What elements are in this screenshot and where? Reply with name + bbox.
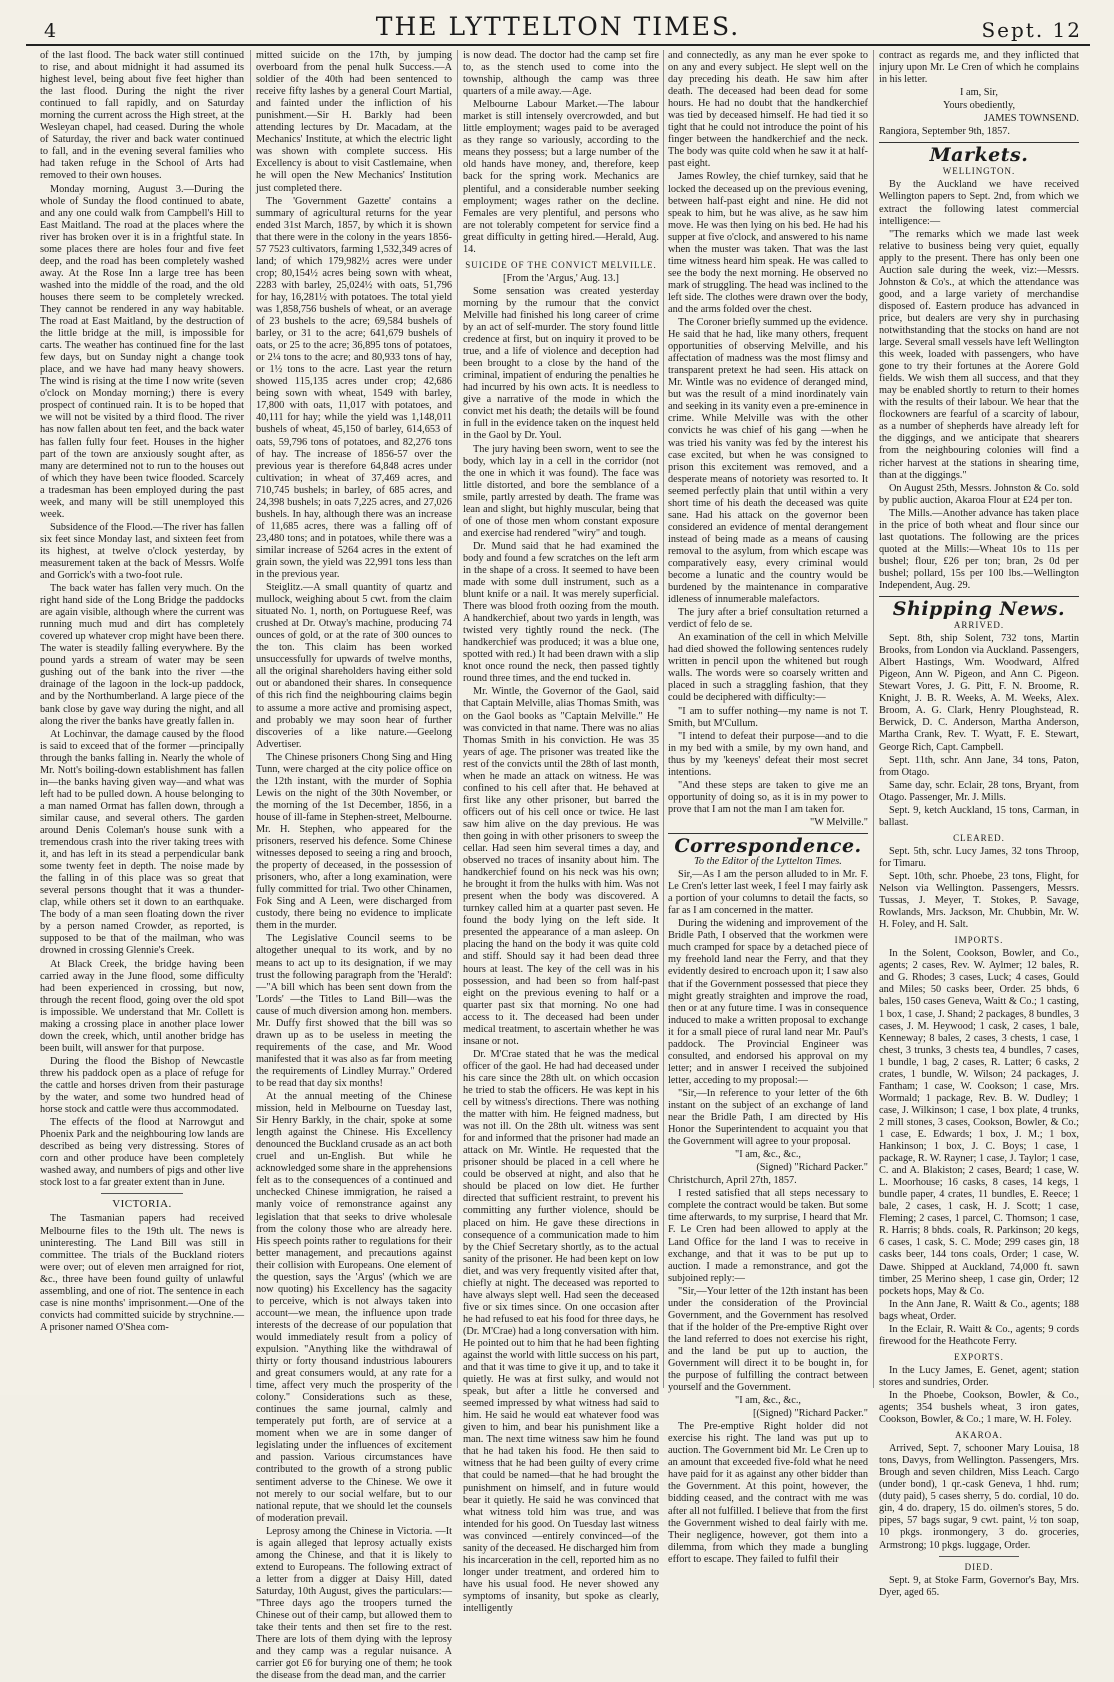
article-paragraph: Mr. Wintle, the Governor of the Gaol, said that Captain Melville, alias Thomas Smith, was on the Gaol books as "Captain Melville." He was convicted in that name. There was no alias Thomas Smith in his conviction. He was 35 years of age. The prisoner was treated like the rest of the convicts until the 28th of last month, when he made an attack on witness. He was confined to his cell after that. He behaved at first like any other prisoner, but barred the officers out of his cell once or twice. He last saw him alive on the day previous. He was then going in with other prisoners to sweep the cellar. Had seen him several times a day, and observed no traces of insanity about him. The handkerchief found on his neck was his own; he brought it from the hulks with him. Was not present when the body was discovered. A turnkey called him at a quarter past seven. He found the body lying on the left side. It presented the appearance of a man asleep. On placing the hand on the body it was quite cold and stiff. Should say it had been dead three hours at least. The key of the cell was in his possession, and had been so from half-past eight on the previous evening to half or a quarter past six that morning. No one had access to it. The deceased had been under medical treatment, to ascertain whether he was insane or not. [463, 686, 659, 1047]
section-heading-markets: Markets. [929, 144, 1029, 167]
subheading-exports: EXPORTS. [954, 1351, 1004, 1362]
column-3 [463, 50, 659, 1614]
section-rule [668, 833, 868, 834]
article-paragraph: "Sir,—In reference to your letter of the 6th instant on the subject of an exchange of land near the Bridle Path, I am directed by His Honor the Superintendent to acquaint you that the Government will agree to your proposal. [668, 1087, 868, 1148]
article-paragraph: During the widening and improvement of the Bridle Path, I observed that the workmen were much cramped for space by a detached piece of my freehold land near the Ferry, and that they evidently desired to encroach upon it; I saw also that if the Government possessed that piece they might greatly straighten and improve the road, then or at any future time. I was in consequence induced to make a written proposal to exchange it for a small piece of rural land near Mr. Paul's paddock. The Provincial Engineer was consulted, and endorsed his approval on my letter; and in answer I received the subjoined letter, acceding to my proposal:— [668, 918, 868, 1086]
newspaper-title: THE LYTTELTON TIMES. [375, 12, 741, 41]
section-rule [879, 142, 1079, 143]
article-paragraph: contract as regards me, and they inflicted that injury upon Mr. Le Cren of which he complains in his letter. [879, 50, 1079, 86]
article-paragraph: The jury having been sworn, went to see the body, which lay in a cell in the corridor (not the one in which it was found). The face was little distorted, and bore the semblance of a smile, partly arrested by death. The frame was lean and slight, but highly muscular, being that of one of those men whom constant exposure and exercise had rendered "wiry" and tough. [463, 443, 659, 539]
column-divider [873, 50, 874, 1388]
article-paragraph: I rested satisfied that all steps necessary to complete the contract would be taken. But some time afterwards, to my surprise, I heard that Mr. F. Le Cren had been allowed to apply at the Land Office for the land I was to receive in exchange, and that it was to be put up to auction. I made a remonstrance, and got the subjoined reply:— [668, 1188, 868, 1284]
masthead [26, 8, 1090, 46]
article-paragraph: At Black Creek, the bridge having been carried away in the June flood, some difficulty had been experienced in crossing, but now, through the recent flood, going over the old spot is impossible. We understand that Mr. Collett is making a crossing place in another place lower down the creek, which, until another bridge has been built, will answer for that purpose. [40, 958, 244, 1054]
shipping-entry: Sept. 9, ketch Auckland, 15 tons, Carman, in ballast. [879, 804, 1079, 828]
masthead-rule [26, 44, 1090, 46]
article-paragraph: The Pre-emptive Right holder did not exercise his right. The land was put up to auction. The Government bid Mr. Le Cren up to an amount that exceeded five-fold what he need have paid for it as against any other bidder than the Government. At this point, however, the bidding ceased, and the contract with me was after all not fulfilled. I believe that from the first the Government wished to deal fairly with me. Their negligence, however, got them into a dilemma, from which they made a bungling effort to escape. They failed to fulfil their [668, 1421, 868, 1565]
article-paragraph: The back water has fallen very much. On the right hand side of the Long Bridge the paddocks are again visible, although where the current was running much mud and dirt has completely covered up whatever crop might have been there. The water is steadily falling everywhere. By the pound yards a stream of water may be seen gushing out of the bank into the river —the drainage of the lagoon in the lock-up paddock, and by the Northumberland. A large piece of the bank close by gave way during the night, and all along the river the banks have greatly fallen in. [40, 583, 244, 727]
section-heading-shipping: Shipping News. [892, 598, 1066, 621]
subheading-died: DIED. [964, 1561, 994, 1572]
article-paragraph: Dr. Mund said that he had examined the body and found a few scratches on the left arm in the shape of a cross. It seemed to have been made with some dull instrument, such as a blunt knife or a nail. It was merely superficial. There was blood froth oozing from the mouth. A handkerchief, about two yards in length, was twisted very tightly round the neck. (The handkerchief was produced; it was a blue one, spotted with red.) It had been drawn with a slip knot once round the neck, then passed tightly round three times, and the end tucked in. [463, 540, 659, 685]
article-paragraph: Dr. M'Crae stated that he was the medical officer of the gaol. He had had deceased under his care since the 28th ult. on which occasion he tried to stab the officers. He was kept in his cell by witness's directions. There was nothing the matter with him. He feigned madness, but was not ill. On the 28th ult. witness was sent for and informed that the prisoner had made an attack on Mr. Wintle. He requested that the prisoner should be placed in a cell where he could be observed at night, and also that he should be placed on low diet. He further directed that sufficient restraint, to prevent his committing any further violence, should be placed on him. He gave these directions in consequence of a communication made to him by the Chief Secretary shortly, as to the actual sanity of the prisoner. He had been kept on low diet, and was very frequently visited after that, chiefly at night. The deceased was reported to have always slept well. Had seen the deceased five or six times since. On one occasion after he had refused to eat his food for three days, he (Dr. M'Crae) had a long conversation with him. He pointed out to him that he had been fighting against the world with little success on his part, and that it was time to give it up, and to take it quietly. He was at first sulky, and would not speak, but after a little he conversed and seemed impressed by what witness had said to him. He said he would eat whatever food was given to him, and bear his punishment like a man. The next time witness saw him he found that he had taken his food. He then said to witness that he had been guilty of every crime that could be named—that he had brought the punishment on himself, and in future would bear it quietly. He said he was convinced that what witness told him was true, and was intended for his good. On Tuesday last witness was convinced —entirely convinced—of the sanity of the deceased. He discharged him from his incarceration in the cell, reported him as no longer under treatment, and ordered him to have his usual food. He never showed any symptoms of insanity, but spoke as clearly, intelligently [463, 1048, 659, 1614]
article-paragraph: Monday morning, August 3.—During the whole of Sunday the flood continued to abate, and any one could walk from Campbell's Hill to East Maitland. The road at the places where the river has broken over it is in a frightful state. In some places there are holes four and five feet deep, and the road has been completely washed away. At the Rose Inn a large tree has been washed into the middle of the road, and the old houses there seem to be completely wrecked. They cannot be rendered in any way habitable. The road at East Maitland, by the destruction of the little bridge at the mill, is impossible for carts. The weather has continued fine for the last few days, but on Sunday night a change took place, and we have had many heavy showers. The wind is rising at the time I now write (seven o'clock on Monday morning;) there is every prospect of continued rain. It is to be hoped that we will not be visited by a third flood. The river has now fallen about ten feet, and the back water has fallen fully four feet. Houses in the higher part of the town are anxiously sought after, as many are determined not to run to the houses out of which they have been twice flooded. Scarcely a tradesman has been employed during the past week, and many will be still unemployed this week. [40, 183, 244, 520]
shipping-entry: Sept. 10th, schr. Phoebe, 23 tons, Flight, for Nelson via Wellington. Passengers, Messrs. Tussas, J. Meyer, T. Stokes, P. Savage, Rowlands, Mrs. Jackson, Mr. Chubbin, Mr. W. H. Foley, and H. Salt. [879, 871, 1079, 931]
letter-closing: "I am, &c., &c., [735, 1149, 801, 1161]
shipping-entry: In the Solent, Cookson, Bowler, and Co., agents; 2 cases, Rev. W. Aylmer; 12 bales, R. and G. Rhodes; 3 cases, Luck; 4 cases, Gould and Miles; 50 casks beer, Order. 25 bhds, 6 bales, 150 cases Geneva, Waitt & Co.; 1 casting, 1 box, 1 case, J. Shand; 2 packages, 8 bundles, 3 cases, J. M. Heywood; 1 cask, 2 cases, 1 bale, Kenneway; 8 bales, 2 cases, 3 chests, 1 case, 1 chest, 3 trunks, 3 chests tea, 4 bundles, 7 cases, 1 bundle, 1 bag, 2 cases, R. Latter; 6 casks, 2 crates, 1 bundle, W. Wilson; 24 packages, J. Fantham; 1 case, W. Cookson; 1 case, Mrs. Wormald; 1 package, Rev. B. W. Dudley; 1 case, J. Wilkinson; 1 case, 1 box plate, 4 trunks, 2 mill stones, 3 cases, Cookson, Bowler, & Co.; 1 case, E. Edwards; 1 box, J. M.; 1 box, Hankinson; 1 box, J. C. Boys; 1 case, 1 package, R. W. Rayner; 1 case, J. Taylor; 1 case, C. and A. Blakiston; 2 cases, Beard; 1 case, W. L. Moorhouse; 16 casks, 8 cases, 14 kegs, 1 bundle paper, 4 crates, 11 bundles, E. Reece; 1 bale, 2 cases, 1 cask, H. J. Scott; 1 case, Fleming; 2 cases, 1 parcel, C. Thomson; 1 case, R. Harris; 8 bhds. coals, R. Parkinson; 20 kegs, 6 cases, 1 cask, S. C. Mode; 299 cases gin, 18 casks beer, 144 tons coals, Order; 1 case, W. Dawe. Shipped at Auckland, 74,000 ft. sawn timber, 25 Merino sheep, 1 case gin, Order; 12 pockets hops, May & Co. [879, 948, 1079, 1297]
letter-dateline: Rangiora, September 9th, 1857. [879, 126, 1010, 138]
shipping-entry: Arrived, Sept. 7, schooner Mary Louisa, 18 tons, Davys, from Wellington. Passengers, Mrs. Brough and seven children, Miss Leach. Cargo (under bond), 1 qr.-cask Geneva, 1 hhd. rum; (duty paid), 5 cases sherry, 5 do. cordial, 10 do. gin, 4 do. drapery, 15 do. oilmen's stores, 5 do. pipes, 57 bags sugar, 9 cwt. paint, ½ ton soap, 10 pkgs. ironmongery, 3 do. groceries, Armstrong; 10 pkgs. luggage, Order. [879, 1443, 1079, 1551]
article-paragraph: Some sensation was created yesterday morning by the rumour that the convict Melville had finished his long career of crime by an act of self-murder. The story found little credence at first, but on inquiry it proved to be true, and a life of violence and deception had been brought to a close by the hand of the criminal, impatient of enduring the penalties he had incurred by his own acts. It is needless to give a narrative of the mode in which the convict met his death; the details will be found in full in the evidence taken on the inquest held in the Gaol by Dr. Youl. [463, 285, 659, 442]
article-paragraph: The Tasmanian papers had received Melbourne files to the 19th ult. The news is uninteresting. The Land Bill was still in committee. The trials of the Buckland rioters were over; out of eleven men arraigned for riot, &c., three have been found guilty of unlawful assembling, and one of riot. The sentence in each case is nine months' imprisonment.—One of the convicts had committed suicide by strychnine.—A prisoner named O'Shea com- [40, 1213, 244, 1333]
article-paragraph: By the Auckland we have received Wellington papers to Sept. 2nd, from which we extract the following latest commercial intelligence:— [879, 179, 1079, 227]
section-separator [939, 1556, 1019, 1557]
page-number: 4 [44, 20, 57, 42]
article-paragraph: "And these steps are taken to give me an opportunity of doing so, as it is in my power to prove that I am not the man I am taken for. [668, 779, 868, 815]
column-divider [457, 50, 458, 1388]
subheading-imports: IMPORTS. [954, 935, 1004, 946]
column-divider [250, 50, 251, 1388]
article-paragraph: The Legislative Council seems to be altogether unequal to its work, and by no means to act up to its designation, if we may trust the following paragraph from the 'Herald':—"A bill which has been sent down from the 'Lords' —the Titles to Land Bill—was the cause of much diversion among hon. members. Mr. Duffy first showed that the bill was so drawn up as to be useless in meeting the requirements of the case, and Mr. Wood manifested that it was also as far from meeting the requirements of Lindley Murray." Ordered to be read that day six months! [256, 933, 452, 1089]
article-paragraph: At Lochinvar, the damage caused by the flood is said to exceed that of the former —principally through the banks falling in. Nearly the whole of Mr. Nott's boiling-down establishment has fallen in—the banks having given way—and what was left had to be pulled down. A house belonging to a man named Ormat has fallen down, through a similar cause, and several others. The garden around Denis Coleman's house sunk with a tremendous crash into the river taking trees with it, and has left in its stead a perpendicular bank some twenty feet in depth. The noise made by the falling in of this place was so great that several persons thought that it was a thunder-clap, while others set it down to an earthquake. The body of a man seen floating down the river by a person named Crowder, as reported, is supposed to be that of the mailman, who was drowned in crossing Glennie's Creek. [40, 728, 244, 957]
column-5 [879, 50, 1079, 1598]
shipping-entry: In the Eclair, R. Waitt & Co., agents; 9 cords firewood for the Heathcote Ferry. [879, 1323, 1079, 1347]
article-paragraph: The Coroner briefly summed up the evidence. He said that he had, like many others, frequent opportunities of observing Melville, and his affectation of madness was the most flimsy and transparent pretext he had seen. His attack on Mr. Wintle was no evidence of deranged mind, but was the result of a mind inordinately vain and seeking in its vanity even a pre-eminence in crime. While Melville was with the other convicts he was chief of his gang —when he was tried his vanity was fed by the interest his case excited, but when he was consigned to prison this excitement was removed, and a desperate means of notoriety was resorted to. It seemed perfectly plain that until within a very short time of his death the deceased was quite sane. Had his attack on the governor been considered an evidence of mental derangement instead of being made as a means of causing removal to the asylum, from which escape was comparatively easy, every criminal would become a lunatic and the country would be burdened by the maintenance in comparative idleness of innumerable malefactors. [668, 317, 868, 606]
section-heading-correspondence: Correspondence. [674, 835, 862, 857]
article-paragraph: "The remarks which we made last week relative to business being very quiet, equally apply to the present. There has only been one Auction sale during the week, viz:—Messrs. Johnston & Co's., at which the attendance was good, and a large variety of merchandise disposed of. Eastern produce has advanced in price, but dealers are very shy in purchasing notwithstanding that the stocks on hand are not large. Several small vessels have left Wellington this week, loaded with passengers, who have gone to try their fortunes at the Aorere Gold fields. We wish them all success, and that they may be enabled shortly to return to their homes with the results of their labour. We hear that the flockowners are fearful of a scarcity of labour, as a number of shepherds have already left for the diggings, and we anticipate that shearers from the neighbouring colonies will find a richer harvest at the stations in shearing time, than at the diggings." [879, 228, 1079, 481]
shipping-entry: In the Lucy James, E. Genet, agent; station stores and sundries, Order. [879, 1364, 1079, 1388]
letter-address: To the Editor of the Lyttelton Times. [694, 856, 842, 868]
article-paragraph: "Sir,—Your letter of the 12th instant has been under the consideration of the Provincial Government, and the Government has resolved that if the holder of the Pre-emptive Right over the land referred to does not exercise his right, and the land be put up to auction, the Government will direct it to be bought in, for the purpose of fulfilling the contract between yourself and the Government. [668, 1285, 868, 1394]
shipping-entry: In the Ann Jane, R. Waitt & Co., agents; 188 bags wheat, Order. [879, 1298, 1079, 1322]
article-paragraph: of the last flood. The back water still continued to rise, and about midnight it had assumed its highest level, being about five feet higher than the last flood. During the night the river continued to fall rapidly, and on Saturday morning the current across the High street, at the Wesleyan chapel, had ceased. During the whole of Saturday, the river and back water continued to fall, and in the evening several families who had taken refuge in the School of Arts had removed to their own houses. [40, 50, 244, 182]
section-heading-suicide: SUICIDE OF THE CONVICT MELVILLE. [465, 259, 657, 270]
letter-signature: [(Signed) "Richard Packer." [752, 1408, 868, 1420]
shipping-entry: Sept. 8th, ship Solent, 732 tons, Martin Brooks, from London via Auckland. Passengers, Albert Hastings, Wm. Woodward, Alfred Pigeon, Ann W. Pigeon, and Ann C. Pigeon. Stewart Vores, J. G. Pitt, F. N. Broome, R. Knight, J. B. R. Weeks, A. M. Weeks, Alex. Broom, A. G. Clark, Henry Ploughstead, R. Berwick, D. C. Anderson, Martha Anderson, Martha Crank, Rev. T. Wyatt, F. E. Stewart, George Rich, Capt. Campbell. [879, 633, 1079, 753]
subheading-cleared: CLEARED. [953, 832, 1005, 843]
article-paragraph: The 'Government Gazette' contains a summary of agricultural returns for the year ended 31st March, 1857, by which it is shown that there were in the colony in the years 1856-57 7523 cultivators, farming 1,532,349 acres of land; of which 179,982½ acres were under crop; 80,154½ acres being sown with wheat, 2283 with barley, 25,024½ with oats, 51,796 for hay, 16,281½ with potatoes. The total yield was 1,858,756 bushels of wheat, or an average of 23 bushels to the acre; 69,584 bushels of barley, or 31 to the acre; 641,679 bushels of oats, or 25 to the acre; 36,895 tons of potatoes, or 2¼ tons to the acre; and 80,933 tons of hay, or 1½ tons to the acre. Last year the return showed 115,135 acres under crop; 42,686 being sown with wheat, 1549 with barley, 17,800 with oats, 11,017 with potatoes, and 40,111 for hay; while the yield was 1,148,011 bushels of wheat, 45,150 of barley, 614,653 of oats, 59,796 tons of potatoes, and 82,276 tons of hay. The increase of 1856-57 over the previous year is therefore 64,848 acres under cultivation; in wheat of 37,469 acres, and 710,745 bushels; in barley, of 685 acres, and 24,398 bushels; in oats 7,225 acres, and 27,026 bushels. In hay, although there was an increase of 11,685 acres, there was a falling off of 23,480 tons; and in potatoes, while there was a similar increase of 5264 acres in the extent of grain sown, the yield was 22,991 tons less than in the previous year. [256, 195, 452, 581]
article-paragraph: is now dead. The doctor had the camp set fire to, as the stench used to come into the township, although the camp was three quarters of a mile away.—Age. [463, 50, 659, 98]
letter-closing: "I am, &c., &c., [735, 1395, 801, 1407]
article-paragraph: James Rowley, the chief turnkey, said that he locked the deceased up on the previous evening, between half-past eight and nine. He did not speak to him, but he was alive, as he saw him move. He was then lying on his bed. He had his supper at five o'clock, and answered to his name when the muster was taken. That was the last time witness heard him speak. He was called to see the body the next morning. He observed no mark of struggling. The head was inclined to the left side. The clothes were drawn over the body, and the arms folded over the chest. [668, 171, 868, 315]
shipping-entry: Sept. 11th, schr. Ann Jane, 34 tons, Paton, from Otago. [879, 754, 1079, 778]
article-paragraph: Subsidence of the Flood.—The river has fallen six feet since Monday last, and sixteen feet from its highest, at twelve o'clock yesterday, by measurement taken at the back of Messrs. Wolfe and Gorrick's with a two-foot rule. [40, 521, 244, 582]
column-2 [256, 50, 452, 1682]
section-rule [879, 596, 1079, 597]
section-source: [From the 'Argus,' Aug. 13.] [503, 272, 619, 284]
article-paragraph: The jury after a brief consultation returned a verdict of felo de se. [668, 607, 868, 631]
article-paragraph: The Chinese prisoners Chong Sing and Hing Tunn, were charged at the city police office on the 12th instant, with the murder of Sophia Lewis on the night of the 30th November, or the morning of the 1st December, 1856, in a house of ill-fame in Stephen-street, Melbourne. Mr. H. Stephen, who appeared for the prisoners, reserved his defence. Some Chinese witnesses deposed to seeing a ring and brooch, the property of deceased, in the possession of prisoners, who, after a long examination, were fully committed for trial. Two other Chinamen, Fok Sing and A Leen, were discharged from custody, there being no evidence to implicate them in the murder. [256, 751, 452, 932]
article-paragraph: The Mills.—Another advance has taken place in the price of both wheat and flour since our last quotations. The following are the prices quoted at the Mills:—Wheat 10s to 11s per bushel; flour, £26 per ton; bran, 2s 0d per bushel; pollard, 15s per 100 lbs.—Wellington Independent, Aug. 29. [879, 507, 1079, 591]
article-paragraph: Leprosy among the Chinese in Victoria. —It is again alleged that leprosy actually exists among the Chinese, and that it is likely to extend to Europeans. The following extract of a letter from a digger at Daisy Hill, dated Saturday, 10th August, gives the particulars:— "Three days ago the troopers turned the Chinese out of their camp, but allowed them to take their tents and then set fire to the rest. There are lots of them dying with the leprosy and they camp was a regular nuisance. A carrier got £6 for burying one of them; he took the disease from the dead man, and the carrier [256, 1525, 452, 1682]
letter-signature: JAMES TOWNSEND. [983, 113, 1079, 125]
section-separator [101, 1193, 183, 1194]
shipping-entry: Sept. 5th, schr. Lucy James, 32 tons Throop, for Timaru. [879, 845, 1079, 869]
shipping-entry: In the Phoebe, Cookson, Bowler, & Co., agents; 354 bushels wheat, 3 iron gates, Cookson, Bowler, & Co.; 1 mare, W. H. Foley. [879, 1389, 1079, 1426]
article-paragraph: On August 25th, Messrs. Johnston & Co. sold by public auction, Akaroa Flour at £24 per ton. [879, 482, 1079, 506]
article-paragraph: mitted suicide on the 17th, by jumping overboard from the penal hulk Success.—A soldier of the 40th had been sentenced to receive fifty lashes by a general Court Martial, and fainted under the infliction of his punishment.—Sir H. Barkly had been attending lectures by Dr. Macadam, at the Mechanics' Institute, at which the electric light was shown with complete success. His Excellency is about to visit Castlemaine, when he will open the New Mechanics' Institution just completed there. [256, 50, 452, 194]
article-paragraph: and connectedly, as any man he ever spoke to on any and every subject. He slept well on the day preceding his death. He saw him after death. The deceased had been dead for some hours. He had no doubt that the handkerchief was tied by deceased himself. He had tied it so tight that he could not introduce the point of his finger between the handkerchief and the neck. The body was quite cold when he saw it at half-past eight. [668, 50, 868, 170]
shipping-entry: Same day, schr. Eclair, 28 tons, Bryant, from Otago. Passenger, Mr. J. Mills. [879, 779, 1079, 803]
section-heading-victoria: VICTORIA. [112, 1198, 172, 1211]
letter-closing: Yours obediently, [942, 100, 1016, 112]
column-1 [40, 50, 244, 1388]
article-paragraph: Steiglitz.—A small quantity of quartz and mullock, weighing about 5 cwt. from the claim situated No. 1, north, on Portuguese Reef, was crushed at Dr. Otway's machine, producing 74 ounces of gold, or at the rate of 300 ounces to the ton. This claim has been worked unsuccessfully for upwards of twelve months, all the original shareholders having either sold out or abandoned their shares. In consequence of this rich find the neighbouring claims begin to assume a more active and promising aspect, and probably we may soon hear of further discoveries of a like nature.—Geelong Advertiser. [256, 582, 452, 750]
subheading-wellington: WELLINGTON. [942, 166, 1016, 177]
subheading-akaroa: AKAROA. [955, 1430, 1003, 1441]
article-paragraph: "I am to suffer nothing—my name is not T. Smith, but M'Cullum. [668, 705, 868, 729]
article-paragraph: During the flood the Bishop of Newcastle threw his paddock open as a place of refuge for the cattle and horses driven from their pasturage by the water, and some two hundred head of horse stock and cattle were thus accommodated. [40, 1055, 244, 1116]
letter-dateline: Christchurch, April 27th, 1857. [668, 1175, 797, 1187]
article-paragraph: The effects of the flood at Narrowgut and Phoenix Park and the neighbouring low lands are described as being very distressing. Stores of corn and other produce have been completely washed away, and numbers of pigs and other live stock lost to a far greater extent than in June. [40, 1117, 244, 1189]
letter-signature: (Signed) "Richard Packer." [756, 1162, 868, 1174]
article-paragraph: An examination of the cell in which Melville had died showed the following sentences rudely written in pencil upon the whitened but rough walls. The words were so coarsely written and placed in such a straggling fashion, that they could be deciphered with difficulty:— [668, 632, 868, 704]
notice-entry: Sept. 9, at Stoke Farm, Governor's Bay, Mrs. Dyer, aged 65. [879, 1574, 1079, 1598]
issue-date: Sept. 12 [981, 18, 1082, 42]
article-paragraph: "I intend to defeat their purpose—and to die in my bed with a smile, by my own hand, and thus by my 'keeneys' defeat their most secret intentions. [668, 730, 868, 778]
signature: "W Melville." [810, 816, 868, 828]
column-divider [663, 50, 664, 1388]
letter-closing: I am, Sir, [960, 87, 998, 99]
subheading-arrived: ARRIVED. [953, 620, 1005, 631]
column-4 [668, 50, 868, 1565]
article-paragraph: At the annual meeting of the Chinese mission, held in Melbourne on Tuesday last, Sir Henry Barkly, in the chair, spoke at some length against the Chinese. His Excellency denounced the Buckland crusade as an act both cruel and un-English. But while he acknowledged some share in the apprehensions felt as to the consequences of a continued and unchecked Chinese immigration, he raised a manly voice of remonstrance against any legislation that that seeks to drive wholesale from the colony those who are already here. His speech points rather to regulations for their better management, and precautions against their collision with Europeans. One element of the question, says the 'Argus' (which we are now quoting) his Excellency has the sagacity to perceive, which is not always taken into account—we mean, the influence upon trade interests of the decrease of our population that would immediately result from a policy of expulsion. "Anything like the withdrawal of thirty or forty thousand industrious labourers and great consumers would, at any rate for a time, affect very much the prosperity of the colony." Considerations such as these, continues the same journal, calmly and temperately put forth, are of service at a moment when we are in some danger of legislating under the influences of excitement and passion. Various circumstances have contributed to the growth of a strong public sentiment adverse to the Chinese. We owe it not merely to our social welfare, but to our national repute, that we should let the counsels of moderation prevail. [256, 1091, 452, 1524]
article-paragraph: Sir,—As I am the person alluded to in Mr. F. Le Cren's letter last week, I feel I may fairly ask a portion of your columns to detail the facts, so far as I am concerned in the matter. [668, 869, 868, 917]
article-paragraph: Melbourne Labour Market.—The labour market is still intensely overcrowded, and but little employment; wages paid to be averaged as they range so variously, according to the means they possess; but a large number of the old hands have money, and, therefore, keep back for the spring work. Mechanics are plentiful, and a considerable number seeking employment; wages rather on the decline. Females are very plentiful, and persons who are not tolerably competent for service find a great difficulty in getting hired.—Herald, Aug. 14. [463, 99, 659, 255]
